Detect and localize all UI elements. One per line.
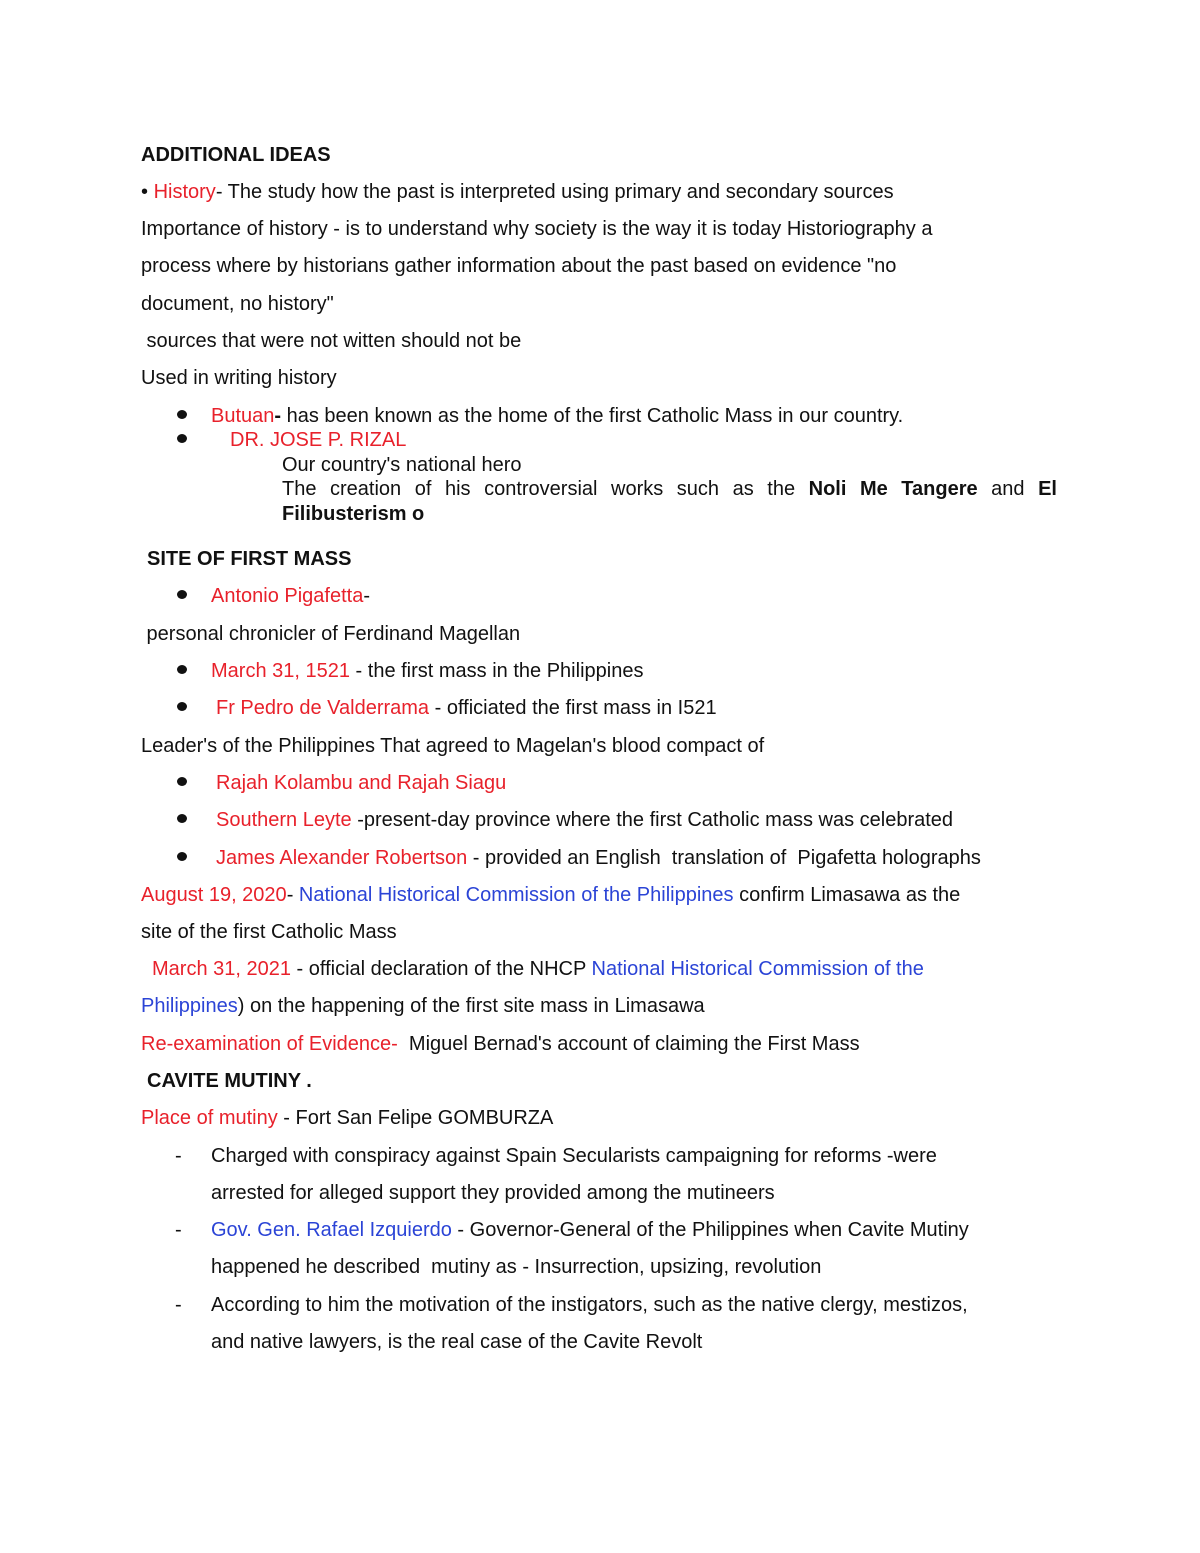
importance-line-2: process where by historians gather information about the past based on evidence "no <box>141 255 897 277</box>
james-item <box>216 846 981 870</box>
heading-additional-ideas: ADDITIONAL IDEAS <box>141 144 331 166</box>
izquierdo-line <box>211 1218 969 1242</box>
butuan-definition: has been known as the home of the first Catholic Mass in our country. <box>281 405 904 427</box>
august-2020-line-2: site of the first Catholic Mass <box>141 921 397 943</box>
butuan-dash: - <box>274 405 282 427</box>
izquierdo-line-2: happened he described mutiny as - Insurrection, upsizing, revolution <box>211 1256 822 1278</box>
march-1521-term: March 31, 1521 <box>211 660 350 682</box>
pigafetta-definition: personal chronicler of Ferdinand Magellan <box>141 623 521 645</box>
rajah-term: Rajah Kolambu and Rajah Siagu <box>216 772 507 794</box>
sources-line-1: sources that were not witten should not be <box>141 330 522 352</box>
leyte-definition: -present-day province where the first Catholic mass was celebrated <box>351 809 954 831</box>
rizal-hero: Our country's national hero <box>282 454 522 476</box>
history-term: History <box>153 181 216 203</box>
place-of-mutiny-line <box>141 1106 553 1130</box>
izquierdo-term: Gov. Gen. Rafael Izquierdo <box>211 1219 452 1241</box>
rizal-term: DR. JOSE P. RIZAL <box>230 429 407 451</box>
history-bullet: • <box>141 181 149 203</box>
dash-marker: - <box>175 1294 182 1316</box>
august-2020-date: August 19, 2020 <box>141 884 287 906</box>
importance-line-3: document, no history" <box>141 293 334 315</box>
pigafetta-item <box>211 584 370 608</box>
march-2021-date: March 31, 2021 <box>152 958 291 980</box>
dash-marker: - <box>175 1145 182 1167</box>
leaders-line: Leader's of the Philippines That agreed to Magelan's blood compact of <box>141 735 765 757</box>
according-line-2: and native lawyers, is the real case of the Cavite Revolt <box>211 1331 703 1353</box>
history-line <box>141 180 894 204</box>
bullet-icon <box>177 410 187 419</box>
bullet-icon <box>177 590 187 599</box>
leyte-term: Southern Leyte <box>216 809 352 831</box>
bullet-icon <box>177 434 187 443</box>
james-term: James Alexander Robertson <box>216 847 468 869</box>
rizal-works <box>282 477 1057 501</box>
rizal-works-and: and <box>977 478 1039 500</box>
reexamination-line <box>141 1032 860 1056</box>
march-2021-definition: - official declaration of the NHCP <box>290 958 592 980</box>
history-definition: - The study how the past is interpreted using primary and secondary sources <box>215 181 894 203</box>
charged-line-1: Charged with conspiracy against Spain Secularists campaigning for reforms -were <box>211 1145 937 1167</box>
according-line-1: According to him the motivation of the instigators, such as the native clergy, mestizos, <box>211 1294 968 1316</box>
march-1521-definition: - the first mass in the Philippines <box>349 660 644 682</box>
heading-cavite-mutiny: CAVITE MUTINY . <box>147 1070 312 1092</box>
august-2020-dash: - <box>286 884 299 906</box>
bullet-icon <box>177 665 187 674</box>
filibusterismo: Filibusterism o <box>282 503 425 525</box>
importance-line-1: Importance of history - is to understand why society is the way it is today Historiography a <box>141 218 933 240</box>
nhcp-name: National Historical Commission of the Philippines <box>298 884 734 906</box>
place-of-mutiny-definition: - Fort San Felipe GOMBURZA <box>277 1107 554 1129</box>
march-2021-line <box>152 957 924 981</box>
nhcp-name-cont: Philippines <box>141 995 238 1017</box>
august-2020-definition: confirm Limasawa as the <box>733 884 961 906</box>
march-1521-item <box>211 659 643 683</box>
reexamination-term: Re-examination of Evidence- <box>141 1033 398 1055</box>
august-2020-line <box>141 883 960 907</box>
dash-marker: - <box>175 1219 182 1241</box>
pigafetta-term: Antonio Pigafetta <box>211 585 364 607</box>
pedro-definition: - officiated the first mass in I521 <box>429 697 717 719</box>
izquierdo-definition: - Governor-General of the Philippines when Cavite Mutiny <box>451 1219 969 1241</box>
el-label: El <box>1038 478 1057 500</box>
pigafetta-dash: - <box>363 585 371 607</box>
noli-me-tangere: Noli Me Tangere <box>808 478 978 500</box>
bullet-icon <box>177 814 187 823</box>
pedro-item <box>216 696 717 720</box>
leyte-item <box>216 808 953 832</box>
bullet-icon <box>177 852 187 861</box>
heading-site-of-first-mass: SITE OF FIRST MASS <box>147 548 352 570</box>
nhcp-name: National Historical Commission of the <box>591 958 924 980</box>
butuan-item <box>211 404 903 428</box>
pedro-term: Fr Pedro de Valderrama <box>216 697 430 719</box>
march-2021-definition-2: ) on the happening of the first site mass in Limasawa <box>237 995 705 1017</box>
reexamination-definition: Miguel Bernad's account of claiming the First Mass <box>397 1033 860 1055</box>
sources-line-2: Used in writing history <box>141 367 337 389</box>
charged-line-2: arrested for alleged support they provided among the mutineers <box>211 1182 775 1204</box>
bullet-icon <box>177 702 187 711</box>
place-of-mutiny-term: Place of mutiny <box>141 1107 278 1129</box>
rizal-works-text: The creation of his controversial works such as the <box>282 478 809 500</box>
bullet-icon <box>177 777 187 786</box>
butuan-term: Butuan <box>211 405 275 427</box>
james-definition: - provided an English translation of Pigafetta holographs <box>467 847 981 869</box>
march-2021-line-2 <box>141 994 705 1018</box>
